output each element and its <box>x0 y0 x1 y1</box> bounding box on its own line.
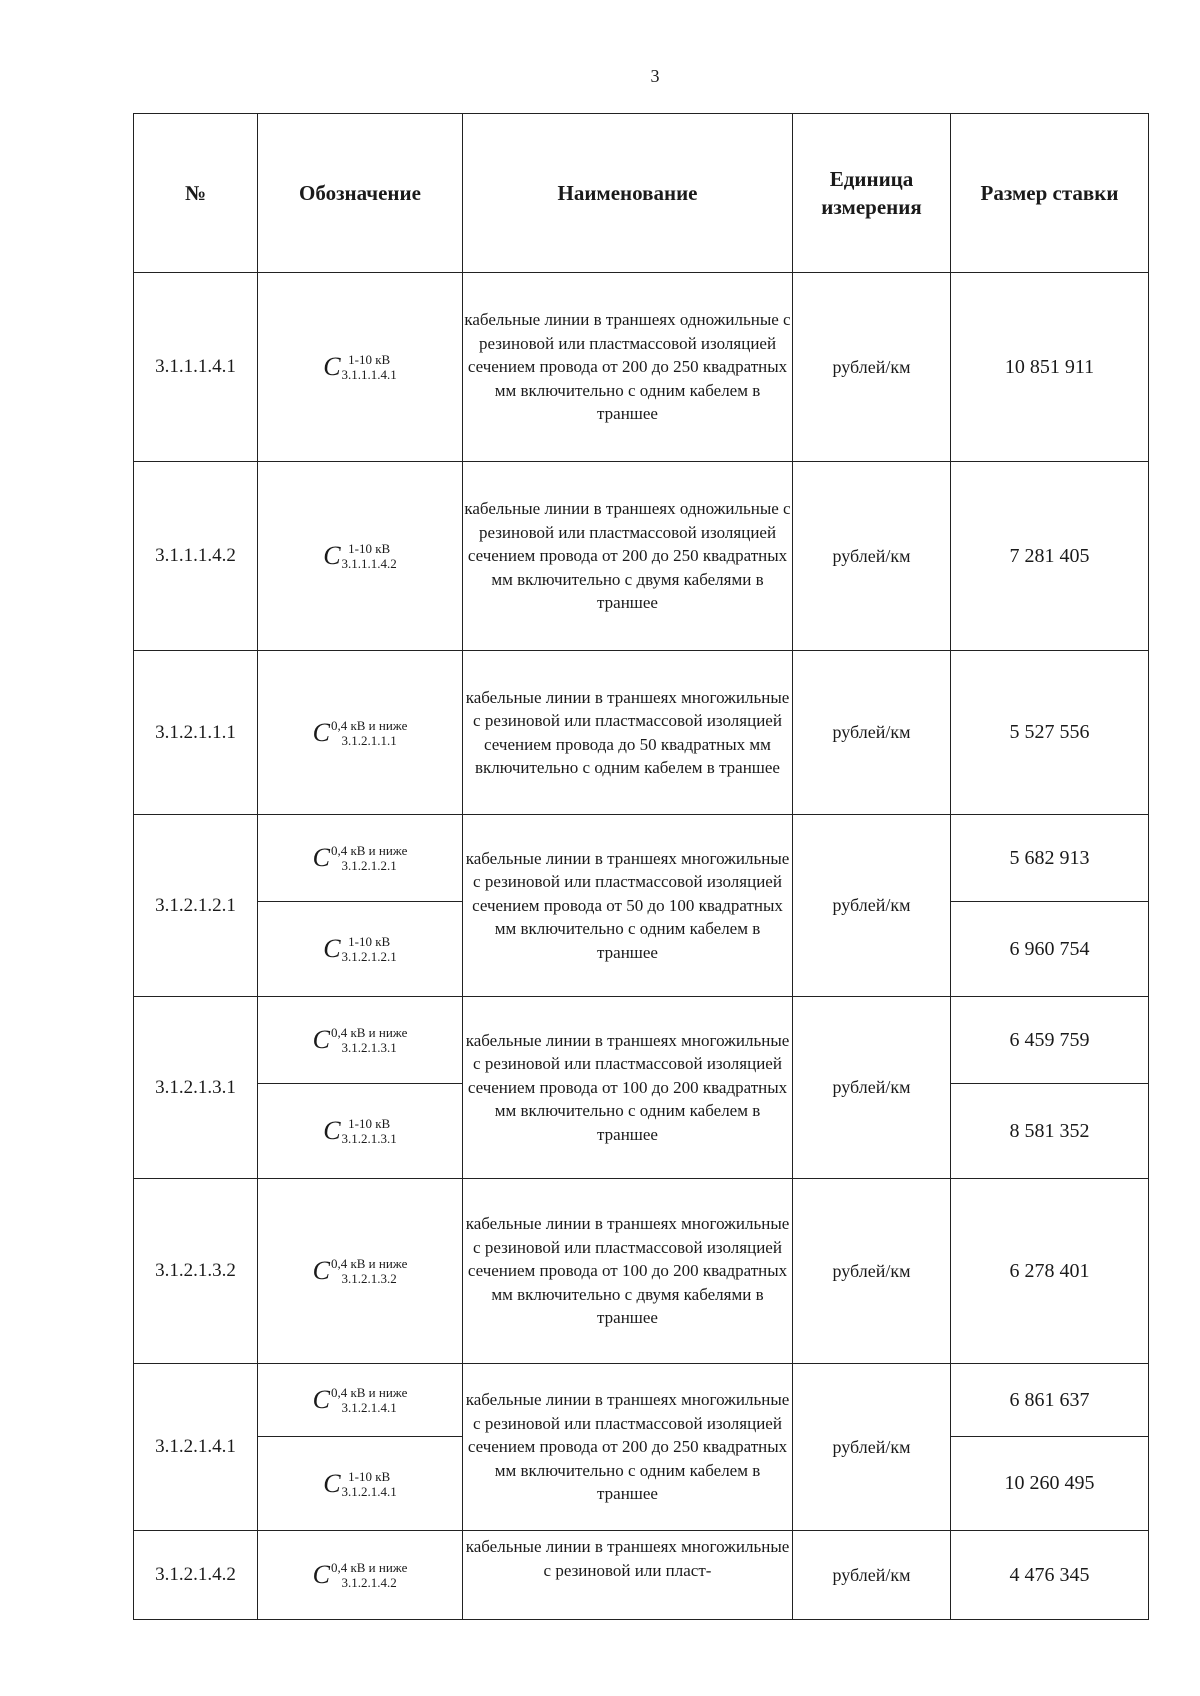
symbol-index: 3.1.2.1.1.1 <box>341 732 397 748</box>
row-unit: рублей/км <box>793 1364 951 1531</box>
symbol-index: 3.1.2.1.4.1 <box>341 1483 397 1499</box>
row-rate: 5 682 913 <box>951 815 1149 902</box>
symbol-voltage: 0,4 кВ и ниже <box>330 1385 408 1400</box>
symbol-index: 3.1.2.1.3.1 <box>341 1131 397 1146</box>
table-row <box>134 997 1149 1084</box>
row-unit: рублей/км <box>793 1531 951 1620</box>
row-rate: 8 581 352 <box>951 1084 1149 1179</box>
table-row <box>134 1364 1149 1437</box>
row-rate: 10 851 911 <box>951 273 1149 462</box>
row-description: кабельные линии в траншеях многожильные с резиновой или пластмассовой изоляцией сечением провода от 50 до 100 квадратных мм включительно с одним кабелем в траншее <box>463 815 793 997</box>
row-rate: 6 278 401 <box>951 1179 1149 1364</box>
row-number: 3.1.2.1.4.1 <box>134 1364 258 1531</box>
header-name: Наименование <box>463 114 793 273</box>
row-number: 3.1.2.1.2.1 <box>134 815 258 997</box>
page-number: 3 <box>650 66 660 86</box>
rate-symbol: C 0,4 кВ и ниже 3.1.2.1.2.1 <box>258 815 463 902</box>
header-number: № <box>134 114 258 273</box>
symbol-voltage: 1-10 кВ <box>348 1468 391 1484</box>
rate-symbol: C 1-10 кВ 3.1.2.1.2.1 <box>258 902 463 997</box>
symbol-voltage: 1-10 кВ <box>348 541 391 556</box>
symbol-voltage: 0,4 кВ и ниже <box>330 717 408 733</box>
row-number: 3.1.2.1.3.1 <box>134 997 258 1179</box>
symbol-voltage: 0,4 кВ и ниже <box>330 843 408 858</box>
table-row <box>134 462 1149 651</box>
row-unit: рублей/км <box>793 651 951 815</box>
symbol-index: 3.1.2.1.4.1 <box>341 1400 397 1415</box>
symbol-voltage: 0,4 кВ и ниже <box>330 1025 408 1040</box>
header-designation: Обозначение <box>258 114 463 273</box>
symbol-index: 3.1.2.1.2.1 <box>341 858 397 873</box>
symbol-index: 3.1.2.1.3.1 <box>341 1040 397 1055</box>
row-description: кабельные линии в траншеях многожильные с резиновой или пластмассовой изоляцией сечением провода от 100 до 200 квадратных мм включительно с двумя кабелями в траншее <box>463 1179 793 1364</box>
row-unit: рублей/км <box>793 462 951 651</box>
symbol-index: 3.1.1.1.4.1 <box>341 367 397 382</box>
row-rate: 5 527 556 <box>951 651 1149 815</box>
rate-symbol: C 0,4 кВ и ниже 3.1.2.1.4.2 <box>258 1531 463 1620</box>
row-description: кабельные линии в траншеях многожильные с резиновой или пластмассовой изоляцией сечением провода до 50 квадратных мм включительно с одним кабелем в траншее <box>463 651 793 815</box>
symbol-index: 3.1.2.1.4.2 <box>341 1575 397 1590</box>
header-unit: Единица измерения <box>793 114 951 273</box>
row-unit: рублей/км <box>793 997 951 1179</box>
row-number: 3.1.1.1.4.2 <box>134 462 258 651</box>
row-description: кабельные линии в траншеях многожильные с резиновой или пластмассовой изоляцией сечением провода от 100 до 200 квадратных мм включительно с одним кабелем в траншее <box>463 997 793 1179</box>
rate-symbol: C 0,4 кВ и ниже 3.1.2.1.1.1 <box>258 651 463 815</box>
row-unit: рублей/км <box>793 1179 951 1364</box>
row-number: 3.1.1.1.4.1 <box>134 273 258 462</box>
symbol-voltage: 1-10 кВ <box>348 934 391 949</box>
row-rate: 6 960 754 <box>951 902 1149 997</box>
row-rate: 10 260 495 <box>951 1437 1149 1531</box>
table-row <box>134 1531 1149 1620</box>
symbol-voltage: 0,4 кВ и ниже <box>330 1560 408 1575</box>
row-rate: 6 861 637 <box>951 1364 1149 1437</box>
rate-symbol: C 0,4 кВ и ниже 3.1.2.1.4.1 <box>258 1364 463 1437</box>
row-description: кабельные линии в траншеях одножильные с резиновой или пластмассовой изоляцией сечением провода от 200 до 250 квадратных мм включительно с одним кабелем в траншее <box>463 273 793 462</box>
row-description: кабельные линии в траншеях многожильные с резиновой или пластмассовой изоляцией сечением провода от 200 до 250 квадратных мм включительно с одним кабелем в траншее <box>463 1364 793 1531</box>
table-row <box>134 273 1149 462</box>
header-rate: Размер ставки <box>951 114 1149 273</box>
symbol-index: 3.1.1.1.4.2 <box>341 556 397 571</box>
row-description: кабельные линии в траншеях одножильные с резиновой или пластмассовой изоляцией сечением провода от 200 до 250 квадратных мм включительно с двумя кабелями в траншее <box>463 462 793 651</box>
rate-symbol: C 1-10 кВ 3.1.2.1.3.1 <box>258 1084 463 1179</box>
row-rate: 4 476 345 <box>951 1531 1149 1620</box>
symbol-voltage: 1-10 кВ <box>348 352 391 367</box>
table-row <box>134 651 1149 815</box>
row-unit: рублей/км <box>793 273 951 462</box>
table-row <box>134 815 1149 902</box>
table-row <box>134 1179 1149 1364</box>
row-rate: 6 459 759 <box>951 997 1149 1084</box>
row-rate: 7 281 405 <box>951 462 1149 651</box>
rates-table <box>133 113 1149 1620</box>
rate-symbol: C 1-10 кВ 3.1.2.1.4.1 <box>258 1437 463 1531</box>
rate-symbol: C 0,4 кВ и ниже 3.1.2.1.3.1 <box>258 997 463 1084</box>
row-description: кабельные линии в траншеях многожильные с резиновой или пласт- <box>463 1531 793 1620</box>
symbol-index: 3.1.2.1.2.1 <box>341 949 397 964</box>
row-number: 3.1.2.1.3.2 <box>134 1179 258 1364</box>
rate-symbol: C 1-10 кВ 3.1.1.1.4.1 <box>258 273 463 462</box>
row-number: 3.1.2.1.4.2 <box>134 1531 258 1620</box>
symbol-voltage: 0,4 кВ и ниже <box>330 1256 408 1271</box>
symbol-voltage: 1-10 кВ <box>348 1116 391 1131</box>
symbol-index: 3.1.2.1.3.2 <box>341 1271 397 1286</box>
rate-symbol: C 1-10 кВ 3.1.1.1.4.2 <box>258 462 463 651</box>
row-unit: рублей/км <box>793 815 951 997</box>
row-number: 3.1.2.1.1.1 <box>134 651 258 815</box>
rate-symbol: C 0,4 кВ и ниже 3.1.2.1.3.2 <box>258 1179 463 1364</box>
